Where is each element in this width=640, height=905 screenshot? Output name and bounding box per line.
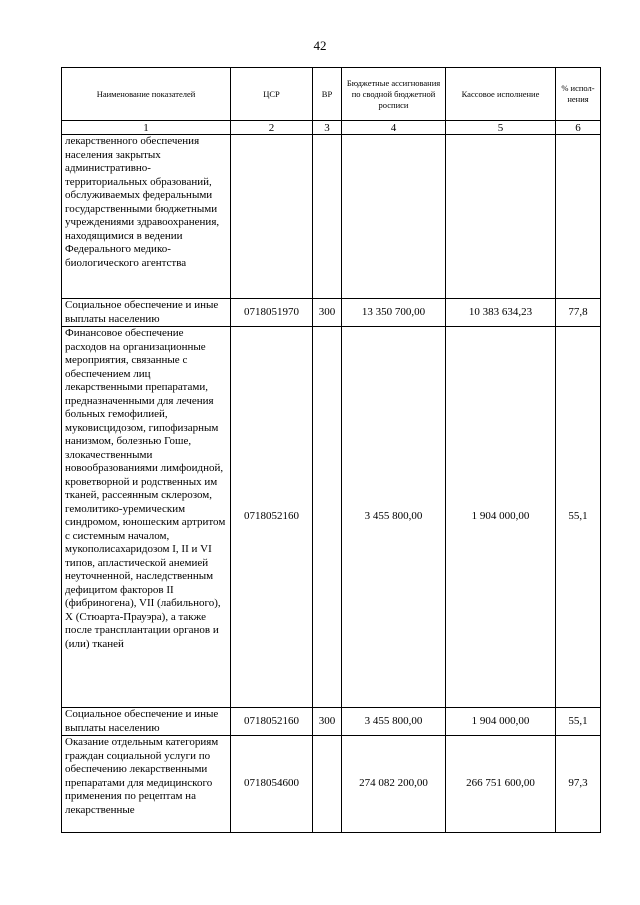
row-percent: 77,8: [556, 299, 601, 327]
row-cash: 1 904 000,00: [446, 327, 556, 708]
row-name: Финансовое обеспечение расходов на организационные мероприятия, связанные с обеспечением лиц лекарственными препаратами, предназначенными для лечения больных гемофилией, муковисцидозом, гипофизарным нанизмом, болезнью Гоше, злокачественными новообразованиями лимфоидной, кроветворной и родственных им тканей, рассеянным склерозом, гемолитико-уремическим синдромом, юношеским артритом с системным началом, мукополисахаридозом I, II и VI типов, апластической анемией неуточненной, наследственным дефицитом факторов II (фибриногена), VII (лабильного), X (Стюарта-Прауэра), а также после трансплантации органов и (или) тканей: [62, 327, 231, 708]
row-budget: 274 082 200,00: [342, 736, 446, 833]
row-budget: 3 455 800,00: [342, 327, 446, 708]
row-vr: [313, 327, 342, 708]
budget-table: [61, 67, 601, 833]
row-budget: [342, 135, 446, 299]
row-csr: [231, 135, 313, 299]
row-cash: 266 751 600,00: [446, 736, 556, 833]
row-percent: 55,1: [556, 327, 601, 708]
table-row: [62, 708, 601, 736]
row-budget: 3 455 800,00: [342, 708, 446, 736]
row-vr: [313, 135, 342, 299]
row-cash: 1 904 000,00: [446, 708, 556, 736]
header-vr: ВР: [313, 68, 342, 121]
header-cash: Кассовое исполнение: [446, 68, 556, 121]
header-csr: ЦСР: [231, 68, 313, 121]
column-number: 4: [342, 121, 446, 135]
row-csr: 0718054600: [231, 736, 313, 833]
row-csr: 0718052160: [231, 708, 313, 736]
row-vr: 300: [313, 708, 342, 736]
table-row: [62, 736, 601, 833]
column-number: 2: [231, 121, 313, 135]
header-name: Наименование показателей: [62, 68, 231, 121]
table-row: [62, 299, 601, 327]
column-number: 3: [313, 121, 342, 135]
row-vr: [313, 736, 342, 833]
row-cash: [446, 135, 556, 299]
row-csr: 0718052160: [231, 327, 313, 708]
row-name: Социальное обеспечение и иные выплаты населению: [62, 708, 231, 736]
table-header-row: [62, 68, 601, 121]
row-cash: 10 383 634,23: [446, 299, 556, 327]
row-name: Социальное обеспечение и иные выплаты населению: [62, 299, 231, 327]
row-percent: 55,1: [556, 708, 601, 736]
row-csr: 0718051970: [231, 299, 313, 327]
row-budget: 13 350 700,00: [342, 299, 446, 327]
column-number-row: [62, 121, 601, 135]
column-number: 5: [446, 121, 556, 135]
table-row: [62, 135, 601, 299]
row-percent: 97,3: [556, 736, 601, 833]
row-vr: 300: [313, 299, 342, 327]
column-number: 6: [556, 121, 601, 135]
table-row: [62, 327, 601, 708]
page-number: 42: [313, 38, 327, 53]
column-number: 1: [62, 121, 231, 135]
header-percent: % испол-нения: [556, 68, 601, 121]
header-budget: Бюджетные ассигнования по сводной бюджетной росписи: [342, 68, 446, 121]
row-name: Оказание отдельным категориям граждан социальной услуги по обеспечению лекарственными препаратами для медицинского применения по рецептам на лекарственные: [62, 736, 231, 833]
row-name: лекарственного обеспечения населения закрытых административно-территориальных образований, обслуживаемых федеральными государственными бюджетными учреждениями здравоохранения, находящимися в ведении Федерального медико-биологического агентства: [62, 135, 231, 299]
row-percent: [556, 135, 601, 299]
